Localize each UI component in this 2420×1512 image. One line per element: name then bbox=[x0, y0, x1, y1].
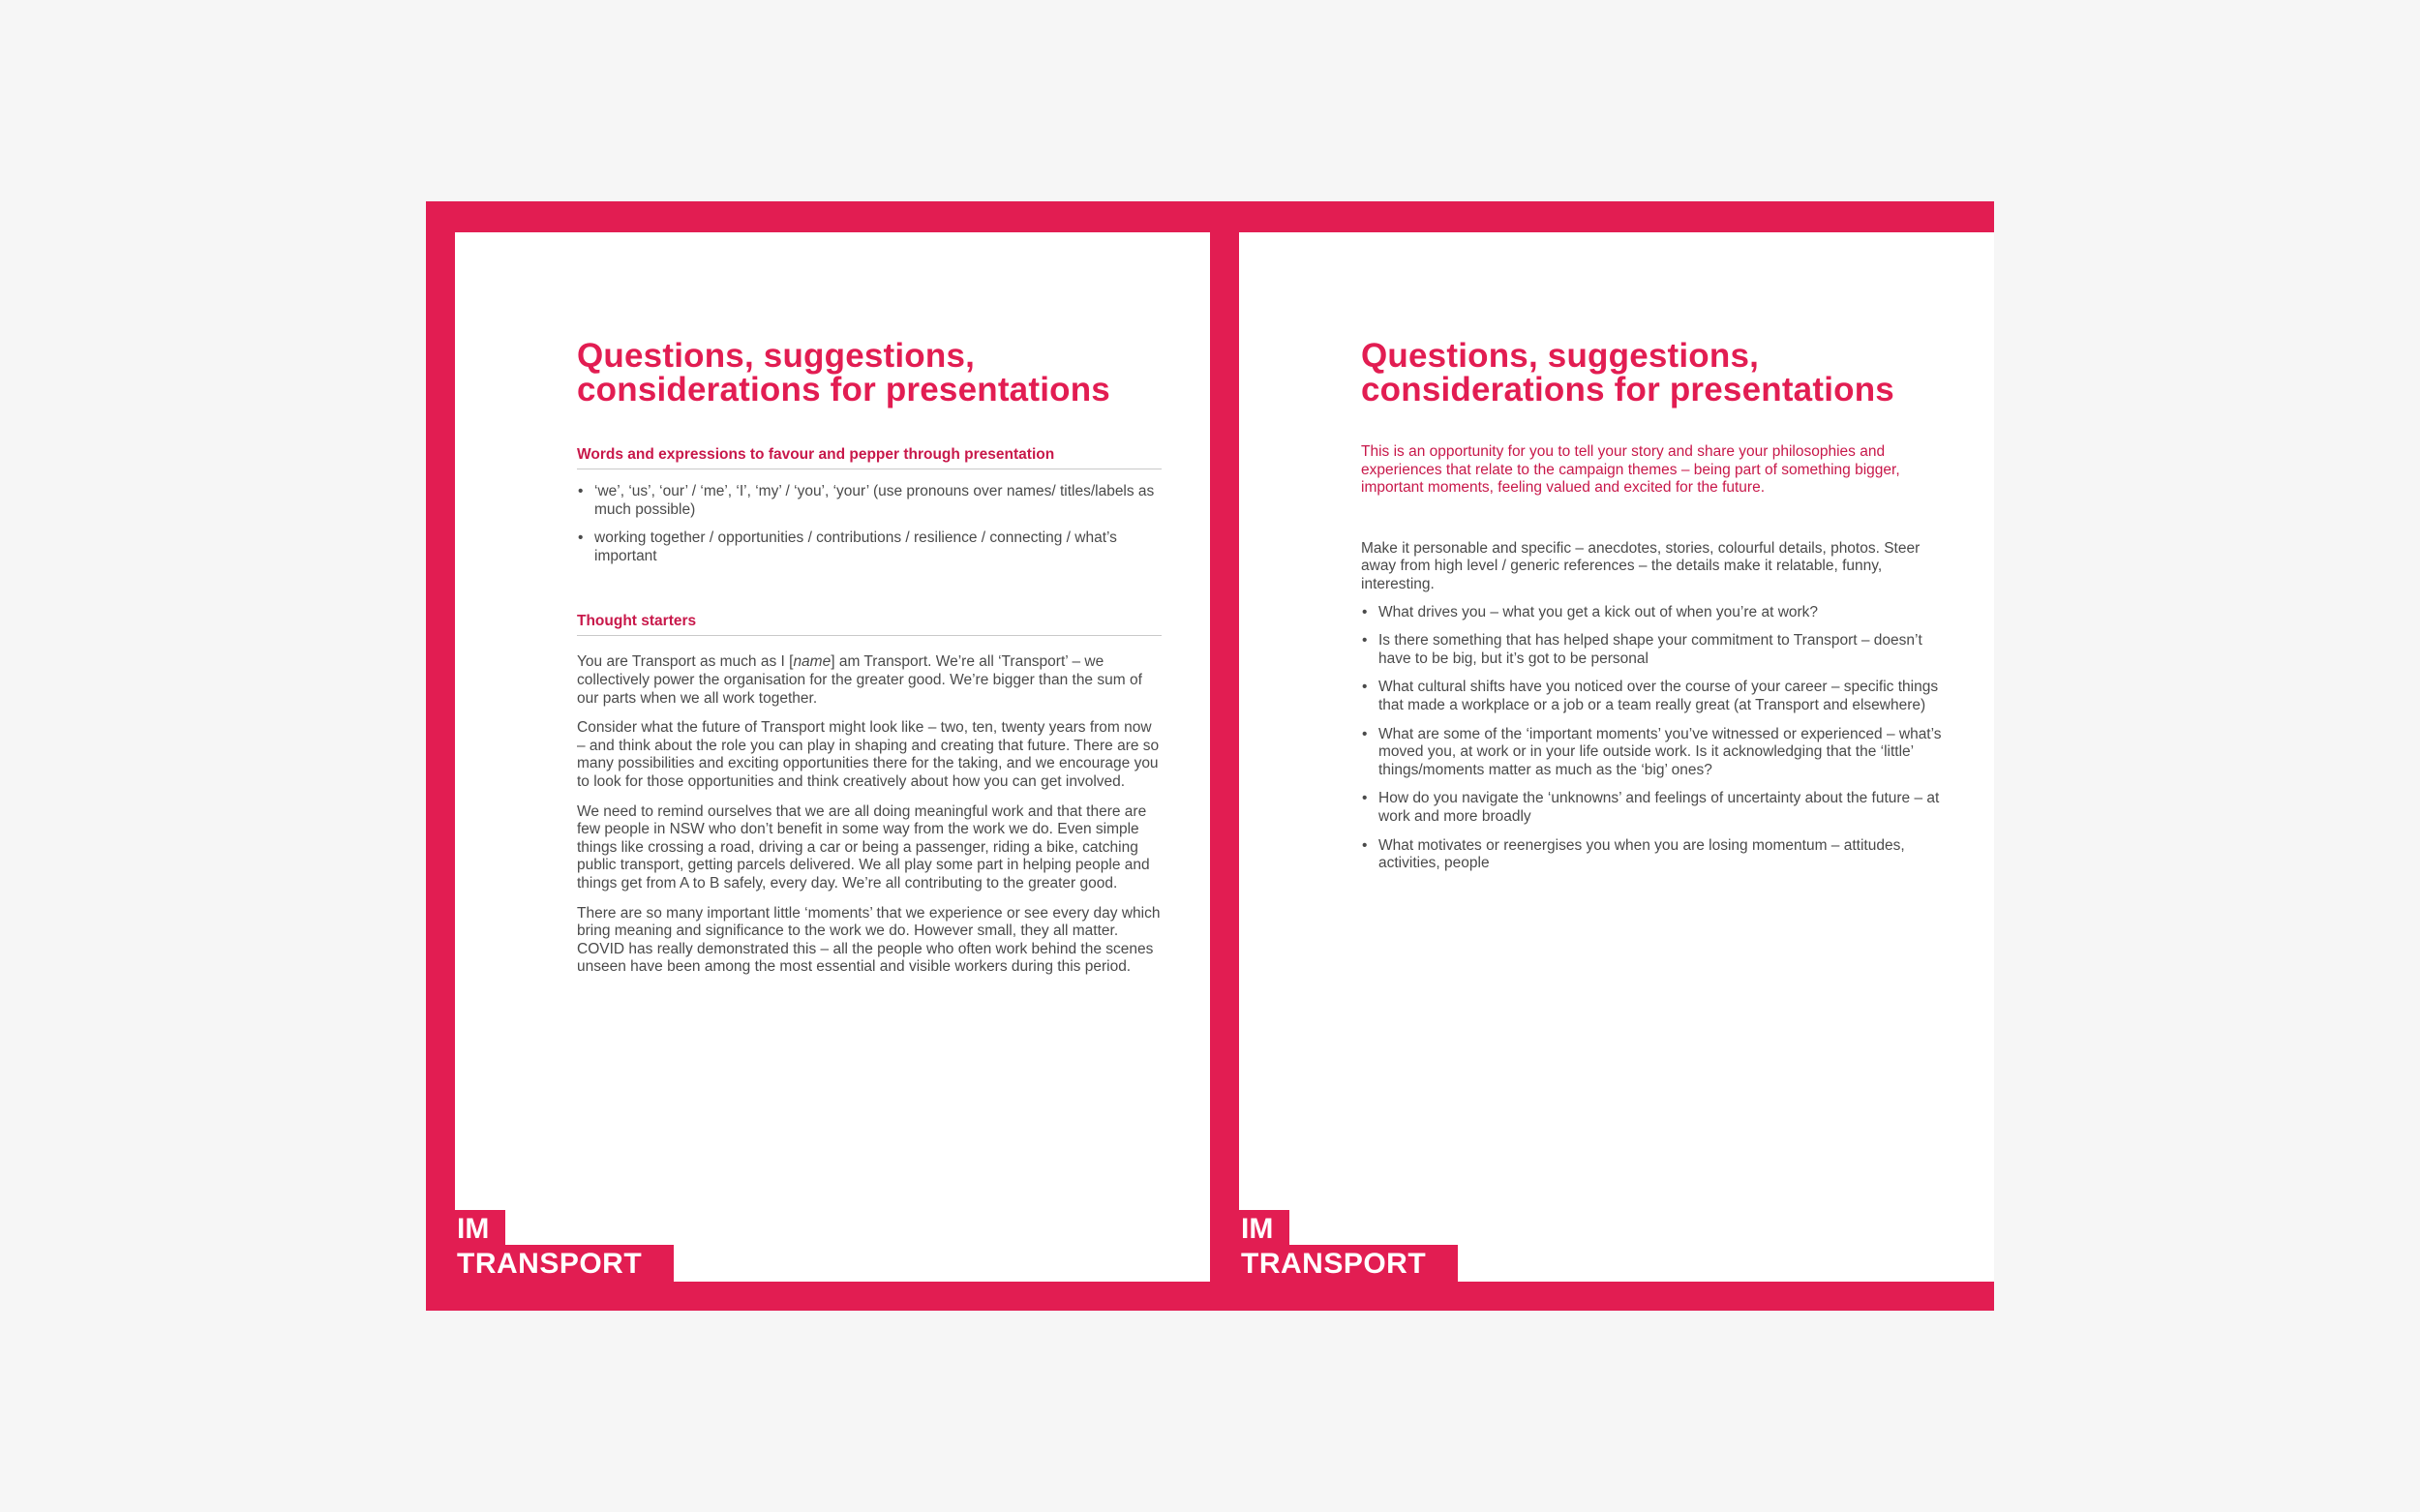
im-transport-logo bbox=[1239, 1210, 1458, 1282]
list-item: • How do you navigate the ‘unknowns’ and feelings of uncertainty about the future – at work and more broadly bbox=[1361, 790, 1946, 826]
right-page bbox=[1210, 201, 1994, 1311]
right-page-body bbox=[1239, 232, 1994, 1282]
logo-transport: TRANSPORT bbox=[1239, 1245, 1458, 1282]
paragraph-text: ] am Transport. We’re all ‘Transport’ – we collectively power the organisation for the greater good. We’re bigger than the sum of our parts when we all work together. bbox=[577, 653, 1142, 707]
section-heading-words: Words and expressions to favour and pepper through presentation bbox=[577, 445, 1162, 469]
paragraph: We need to remind ourselves that we are all doing meaningful work and that there are few people in NSW who don’t benefit in some way from the work we do. Even simple things like crossing a road, driving a car or being a passenger, riding a bike, catching public transport, getting parcels delivered. We all play some part in helping people and things get from A to B safely, every day. We’re all contributing to the greater good. bbox=[577, 802, 1150, 892]
list-item: • working together / opportunities / contributions / resilience / connecting / what’s important bbox=[577, 529, 1162, 565]
page-title: Questions, suggestions, considerations for presentations bbox=[1361, 337, 1894, 408]
list-item: • Is there something that has helped shape your commitment to Transport – doesn’t have to be big, but it’s got to be personal bbox=[1361, 632, 1946, 668]
words-list bbox=[577, 483, 1162, 565]
list-item: • ‘we’, ‘us’, ‘our’ / ‘me’, ‘I’, ‘my’ / ‘you’, ‘your’ (use pronouns over names/ titles/labels as much possible) bbox=[577, 483, 1162, 519]
page-title: Questions, suggestions, considerations for presentations bbox=[577, 337, 1110, 408]
list-item: • What are some of the ‘important moments’ you’ve witnessed or experienced – what’s moved you, at work or in your life outside work. Is it acknowledging that the ‘little’ things/moments matter as much as the ‘big’ ones? bbox=[1361, 726, 1946, 780]
left-page bbox=[426, 201, 1210, 1311]
right-page-content bbox=[1361, 339, 1946, 884]
paragraph bbox=[577, 653, 1162, 708]
list-item: • What drives you – what you get a kick out of when you’re at work? bbox=[1361, 604, 1946, 622]
intro-paragraph: This is an opportunity for you to tell your story and share your philosophies and experiences that relate to the campaign themes – being part of something bigger, important moments, feeling valued and excited for the future. bbox=[1361, 443, 1900, 497]
questions-list bbox=[1361, 604, 1946, 873]
name-placeholder: name bbox=[793, 653, 832, 671]
left-page-content bbox=[577, 339, 1162, 977]
left-page-body bbox=[455, 232, 1210, 1282]
list-item: • What cultural shifts have you noticed over the course of your career – specific things that made a workplace or a job or a team really great (at Transport and elsewhere) bbox=[1361, 679, 1946, 714]
logo-im: IM bbox=[1239, 1210, 1289, 1249]
section-heading-thought-starters: Thought starters bbox=[577, 612, 1162, 636]
im-transport-logo bbox=[455, 1210, 674, 1282]
paragraph: Make it personable and specific – anecdotes, stories, colourful details, photos. Steer away from high level / generic references – the details make it relatable, funny, interesting. bbox=[1361, 539, 1921, 592]
paragraph: Consider what the future of Transport might look like – two, ten, twenty years from now – and think about the role you can play in shaping and creating that future. There are so many possibilities and exciting opportunities there for the taking, and we encourage you to look for those opportunities and think creatively about how you can get involved. bbox=[577, 719, 1160, 790]
paragraph-text: You are Transport as much as I [ bbox=[577, 653, 794, 671]
list-item: • What motivates or reenergises you when you are losing momentum – attitudes, activities, people bbox=[1361, 837, 1946, 873]
paragraph: There are so many important little ‘moments’ that we experience or see every day which bring meaning and significance to the work we do. However small, they all matter. COVID has really demonstrated this – all the people who often work behind the scenes unseen have been among the most essential and visible workers during this period. bbox=[577, 904, 1161, 976]
logo-transport: TRANSPORT bbox=[455, 1245, 674, 1282]
logo-im: IM bbox=[455, 1210, 505, 1249]
